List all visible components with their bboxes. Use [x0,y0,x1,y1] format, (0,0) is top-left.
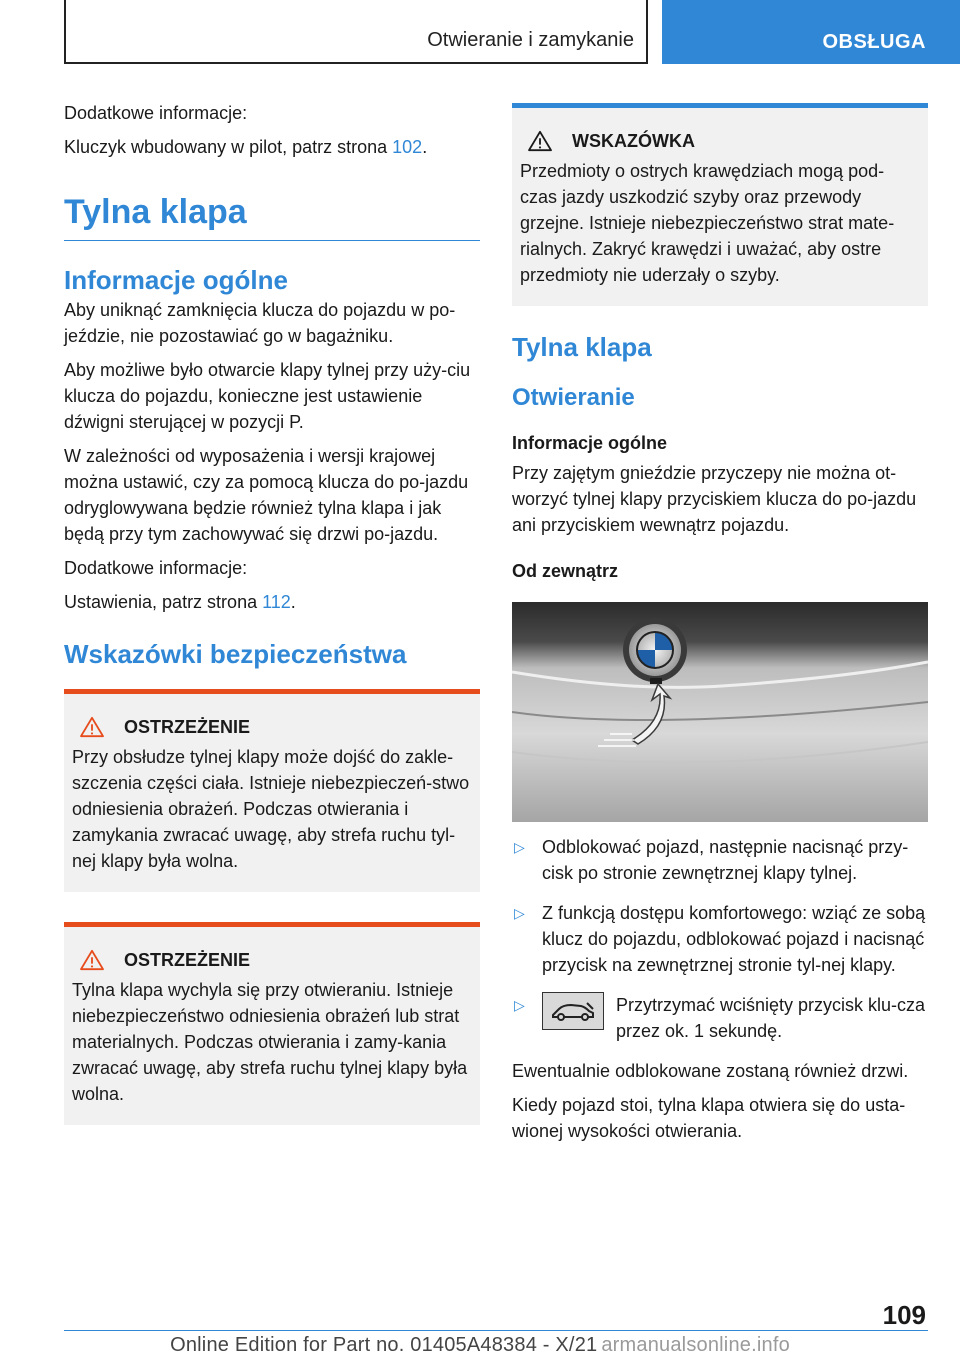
paragraph-doors-unlock: Ewentualnie odblokowane zostaną również drzwi. [512,1061,909,1081]
warning-triangle-icon [78,716,106,738]
notice-head [520,128,920,154]
list-item [512,992,928,1044]
warning-text: Tylna klapa wychyla się przy otwieraniu. Istnieje niebezpieczeństwo odniesienia obrażeń lub strat materialnych. Podczas otwierania i zamy-kania zwracać uwagę, aby strefa ruchu tylnej klapy była wolna. [72,980,468,1104]
additional-info-label: Dodatkowe informacje: [64,558,248,578]
icon-instruction-row [542,992,928,1044]
warning-head [72,714,472,740]
triangle-bullet-icon: ▷ [514,997,525,1013]
page-link-102[interactable]: 102 [392,137,423,157]
warning-triangle-icon [78,949,106,971]
triangle-bullet-icon: ▷ [514,905,525,921]
intro-label: Dodatkowe informacje: [64,103,248,123]
paragraph-opening-height: Kiedy pojazd stoi, tylna klapa otwiera się do usta-wionej wysokości otwierania. [512,1095,906,1141]
chapter-title: Otwieranie i zamykanie [427,29,634,51]
header-chapter-box [64,0,648,64]
intro-paragraph: Kluczyk wbudowany w pilot, patrz strona 102. [64,137,428,157]
notice-text: Przedmioty o ostrych krawędziach mogą pod-czas jazdy uszkodzić szyby oraz przewody grzejne. Istnieje niebezpieczeństwo strat mate-rialnych. Zakryć krawędzi i uważać, aby ostre przedmioty nie uderzały o szyby. [520,161,895,285]
paragraph-trailer-socket: Przy zajętym gnieździe przyczepy nie można ot-worzyć tylnej klapy przyciskiem klucza do po-jazdu ani przyciskiem wewnątrz pojazdu. [512,463,917,535]
icon-instruction-text: Przytrzymać wciśnięty przycisk klu-cza przez ok. 1 sekundę. [616,995,926,1041]
paragraph-key-trunk: Aby uniknąć zamknięcia klucza do pojazdu w po-jeździe, nie pozostawiać go w bagażniku. [64,300,456,346]
notice-triangle-icon [526,130,554,152]
notice-box [512,103,928,306]
footer-divider [64,1330,928,1331]
right-column [512,103,928,1144]
tailgate-button-photo [512,602,928,822]
page-number: 109 [882,1300,926,1330]
heading-tailgate-2: Tylna klapa [512,332,652,362]
warning-title: OSTRZEŻENIE [124,950,251,970]
heading-opening: Otwieranie [512,384,635,411]
header-section-tab [662,0,960,64]
triangle-bullet-icon: ▷ [514,839,525,855]
warning-title: OSTRZEŻENIE [124,717,251,737]
heading-from-outside: Od zewnątrz [512,561,619,581]
heading-safety: Wskazówki bezpieczeństwa [64,639,407,669]
heading-tailgate: Tylna klapa [64,190,480,241]
warning-text: Przy obsłudze tylnej klapy może dojść do zakle-szczenia części ciała. Istnieje niebezpieczeń-stwo odniesienia obrażeń. Podczas otwierania i zamykania zwracać uwagę, aby strefa ruchu tyl-nej klapy była wolna. [72,747,470,871]
heading-general-info: Informacje ogólne [64,265,288,295]
section-title: OBSŁUGA [822,31,926,53]
page-link-112[interactable]: 112 [262,592,291,612]
heading-general-info-2: Informacje ogólne [512,433,668,453]
paragraph-lever-p: Aby możliwe było otwarcie klapy tylnej przy uży-ciu klucza do pojazdu, konieczne jest ustawienie dźwigni sterującej w pozycji P. [64,360,471,432]
tailgate-key-button-icon [542,992,604,1030]
warning-box-2 [64,922,480,1125]
warning-box-1 [64,689,480,892]
footer-edition: Online Edition for Part no. 01405A48384 - X/21 armanualsonline.info [170,1334,790,1356]
watermark: armanualsonline.info [601,1334,790,1356]
settings-paragraph: Ustawienia, patrz strona 112. [64,592,296,612]
list-item: ▷ Z funkcją dostępu komfortowego: wziąć ze sobą klucz do pojazdu, odblokować pojazd i nacisnąć przycisk na zewnętrznej stronie tyl-nej klapy. [512,900,928,978]
instruction-list [512,834,928,1044]
warning-head [72,947,472,973]
paragraph-country-version: W zależności od wyposażenia i wersji krajowej można ustawić, czy za pomocą klucza do po-jazdu odryglowywana będzie również tylna klapa i jak będą przy tym zachowywać się drzwi po-jazdu. [64,446,469,544]
left-column [64,100,480,1125]
list-item: ▷ Odblokować pojazd, następnie nacisnąć przy-cisk po stronie zewnętrznej klapy tylnej. [512,834,928,886]
notice-title: WSKAZÓWKA [572,131,695,151]
